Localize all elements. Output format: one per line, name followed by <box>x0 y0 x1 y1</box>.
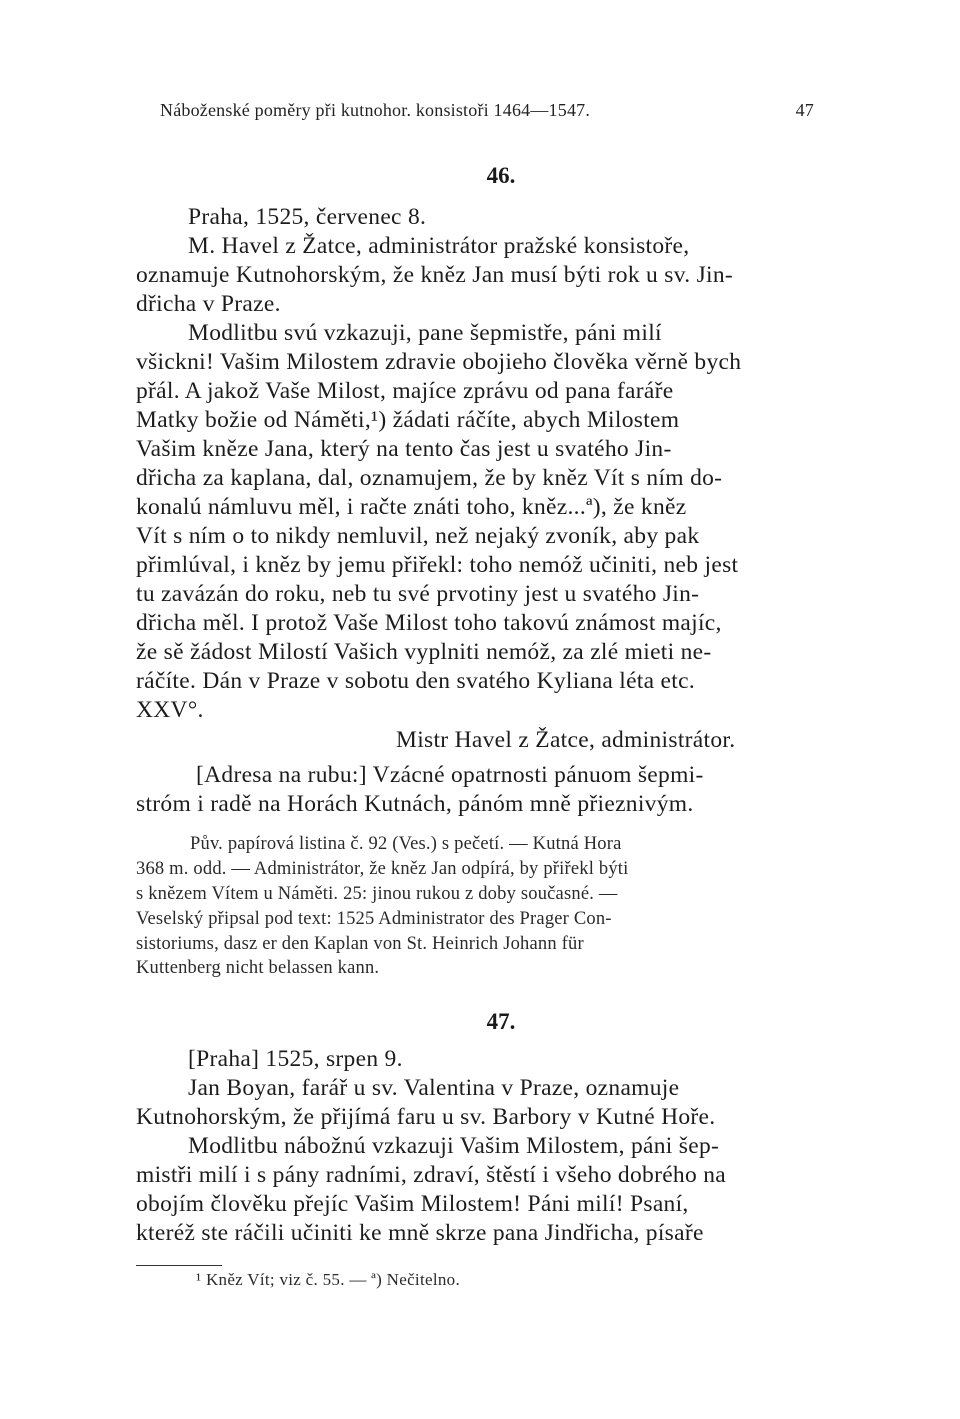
text-line: dřicha měl. I protož Vaše Milost toho takovú známost majíc, <box>136 610 722 636</box>
text-line: Matky božie od Náměti,¹) žádati ráčíte, abych Milostem <box>136 407 680 433</box>
regest-line: dřicha v Praze. <box>136 291 281 317</box>
text-line: ráčíte. Dán v Praze v sobotu den svatého Kyliana léta etc. <box>136 668 696 694</box>
text-line: že sě žádost Milostí Vašich vyplniti nemóž, za zlé mieti ne- <box>136 639 712 665</box>
text-line: konalú námluvu měl, i račte znáti toho, kněz...ª), že kněz <box>136 494 687 520</box>
text-line: XXV°. <box>136 697 204 723</box>
date-line: [Praha] 1525, srpen 9. <box>188 1046 403 1072</box>
note-line: s knězem Vítem u Náměti. 25: jinou rukou z doby současné. — <box>136 884 618 904</box>
date-line: Praha, 1525, červenec 8. <box>188 204 427 230</box>
text-line: Modlitbu svú vzkazuji, pane šepmistře, páni milí <box>188 320 662 346</box>
text-line: mistři milí i s pány radními, zdraví, štěstí i všeho dobrého na <box>136 1162 726 1188</box>
text-line: Vašim kněze Jana, který na tento čas jest u svatého Jin- <box>136 436 672 462</box>
text-line: kteréž ste ráčili učiniti ke mně skrze pana Jindřicha, písaře <box>136 1220 704 1246</box>
text-line: obojím člověku přejíc Vašim Milostem! Páni milí! Psaní, <box>136 1191 689 1217</box>
text-line: všickni! Vašim Milostem zdravie obojieho člověka věrně bych <box>136 349 742 375</box>
note-line: Pův. papírová listina č. 92 (Ves.) s pečetí. — Kutná Hora <box>190 834 622 854</box>
text-line: Modlitbu nábožnú vzkazuji Vašim Milostem, páni šep- <box>188 1133 720 1159</box>
note-line: Kuttenberg nicht belassen kann. <box>136 958 380 978</box>
text-line: přimlúval, i kněz by jemu přiřekl: toho nemóž učiniti, neb jest <box>136 552 739 578</box>
footnote: ¹ Kněz Vít; viz č. 55. — ª) Nečitelno. <box>196 1270 461 1289</box>
footnote-rule <box>136 1265 222 1266</box>
regest-line: M. Havel z Žatce, administrátor pražské konsistoře, <box>188 233 690 259</box>
page-number: 47 <box>795 100 814 120</box>
text-line: přál. A jakož Vaše Milost, majíce zprávu od pana faráře <box>136 378 674 404</box>
note-line: sistoriums, dasz er den Kaplan von St. Heinrich Johann für <box>136 934 584 954</box>
address-line: [Adresa na rubu:] Vzácné opatrnosti pánuom šepmi- <box>196 762 704 788</box>
document-number: 47. <box>486 1009 516 1034</box>
regest-line: oznamuje Kutnohorským, že kněz Jan musí býti rok u sv. Jin- <box>136 262 734 288</box>
text-line: Vít s ním o to nikdy nemluvil, než nejaký zvoník, aby pak <box>136 523 700 549</box>
signature-line: Mistr Havel z Žatce, administrátor. <box>396 727 736 753</box>
header-title: Náboženské poměry při kutnohor. konsistoři 1464—1547. <box>160 100 591 120</box>
note-line: Veselský připsal pod text: 1525 Administrator des Prager Con- <box>136 909 612 929</box>
document-number: 46. <box>486 163 516 188</box>
regest-line: Kutnohorským, že přijímá faru u sv. Barbory v Kutné Hoře. <box>136 1104 716 1130</box>
note-line: 368 m. odd. — Administrátor, že kněz Jan odpírá, by přiřekl býti <box>136 859 629 879</box>
text-line: dřicha za kaplana, dal, oznamujem, že by kněz Vít s ním do- <box>136 465 723 491</box>
text-line: tu zavázán do roku, neb tu své prvotiny jest u svatého Jin- <box>136 581 700 607</box>
address-line: stróm i radě na Horách Kutnách, pánóm mně přieznivým. <box>136 791 694 817</box>
running-header <box>160 100 814 121</box>
regest-line: Jan Boyan, farář u sv. Valentina v Praze, oznamuje <box>188 1075 680 1101</box>
